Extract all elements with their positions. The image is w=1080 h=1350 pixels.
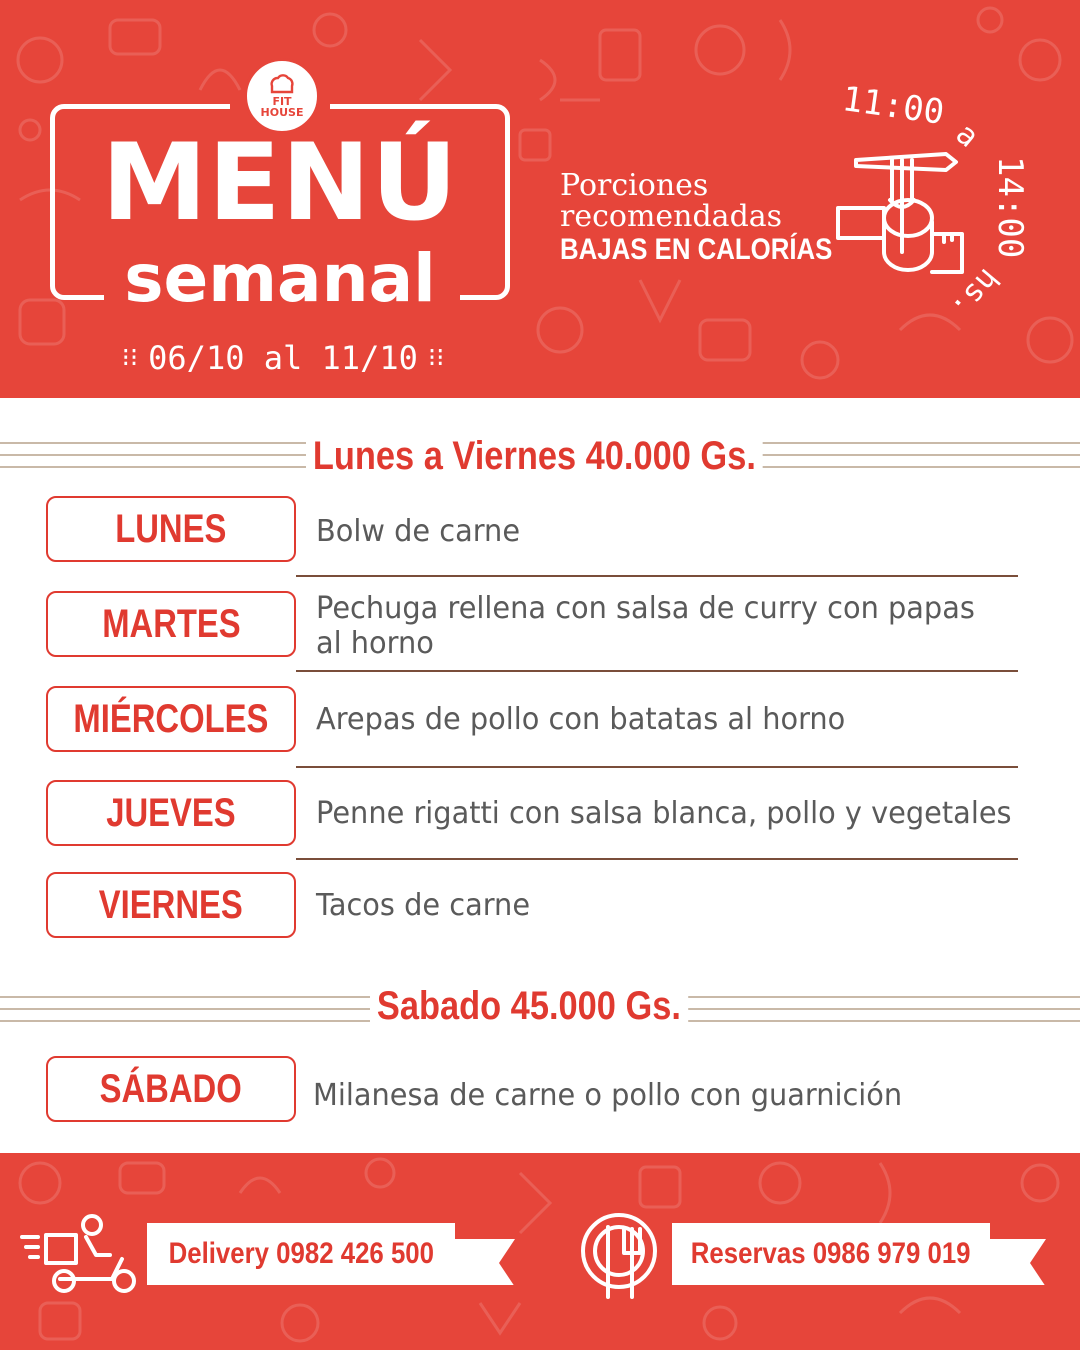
reservas-phone[interactable]: Reservas 0986 979 019: [691, 1237, 971, 1270]
header-banner: [0, 0, 1080, 398]
spark-left-icon: ⁝⁝: [121, 343, 139, 373]
hours-separator: a: [948, 116, 986, 155]
day-label: VIERNES: [98, 882, 243, 927]
footer-banner: [0, 1153, 1080, 1350]
weekday-price-title: Lunes a Viernes 40.000 Gs.: [306, 432, 763, 480]
day-pill-martes: [46, 591, 296, 657]
day-pill-sabado: [46, 1056, 296, 1122]
day-label: LUNES: [115, 506, 227, 551]
portions-line3: BAJAS EN CALORÍAS: [560, 233, 833, 266]
saturday-price-title: Sabado 45.000 Gs.: [370, 982, 688, 1030]
date-range: [78, 334, 488, 382]
delivery-box[interactable]: [147, 1223, 455, 1285]
hours-end: 14:00: [990, 156, 1030, 259]
menu-subtitle: semanal: [124, 240, 436, 317]
dish-viernes: Tacos de carne: [316, 888, 531, 923]
day-pill-miercoles: [46, 686, 296, 752]
dish-jueves: Penne rigatti con salsa blanca, pollo y vegetales: [316, 796, 1012, 831]
dish-miercoles: Arepas de pollo con batatas al horno: [316, 702, 846, 737]
day-pill-lunes: [46, 496, 296, 562]
delivery-scooter-icon: [20, 1211, 140, 1295]
row-divider: [296, 670, 1018, 672]
fork-carrot-measuring-tape-icon: [832, 142, 972, 282]
day-pill-viernes: [46, 872, 296, 938]
date-range-text: 06/10 al 11/10: [148, 339, 418, 377]
row-divider: [296, 766, 1018, 768]
day-label: JUEVES: [106, 790, 236, 835]
portions-note: [560, 168, 833, 268]
day-label: MIÉRCOLES: [73, 696, 269, 741]
day-label: MARTES: [101, 601, 241, 646]
delivery-phone[interactable]: Delivery 0982 426 500: [168, 1237, 434, 1270]
plate-cutlery-icon: [578, 1209, 660, 1303]
menu-title: MENÚ: [101, 121, 459, 244]
ribbon-tail-icon: [455, 1223, 515, 1285]
hours-start: 11:00: [839, 79, 947, 133]
day-pill-jueves: [46, 780, 296, 846]
portions-line1: Porciones: [560, 168, 709, 203]
logo-text-house: HOUSE: [260, 106, 304, 119]
hours-unit: hs.: [944, 261, 1006, 326]
portions-line2: recomendadas: [560, 199, 783, 234]
chef-hat-icon: [264, 74, 300, 96]
row-divider: [296, 575, 1018, 577]
dish-sabado: Milanesa de carne o pollo con guarnición: [313, 1078, 903, 1113]
ribbon-tail-icon: [990, 1223, 1050, 1285]
dish-lunes: Bolw de carne: [316, 514, 521, 549]
spark-right-icon: ⁝⁝: [427, 343, 445, 373]
day-label: SÁBADO: [99, 1066, 243, 1111]
row-divider: [296, 858, 1018, 860]
dish-martes: Pechuga rellena con salsa de curry con papas al horno: [316, 591, 975, 661]
reservas-box[interactable]: [672, 1223, 990, 1285]
logo-text-fit: FIT: [272, 95, 292, 108]
